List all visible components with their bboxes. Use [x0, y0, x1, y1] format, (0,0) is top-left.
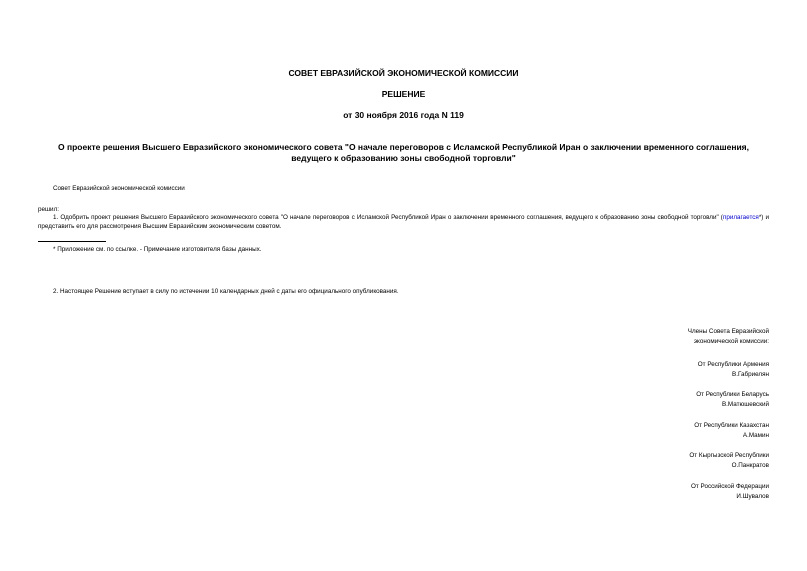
subject-line-2: ведущего к образованию зоны свободной торговли" — [291, 153, 516, 163]
appendix-link[interactable]: прилагается — [722, 214, 759, 221]
item1-text-after: *) и представить его для рассмотрения Высшим Евразийским экономическим советом. — [38, 214, 769, 230]
item1-text-before: 1. Одобрить проект решения Высшего Евразийского экономического совета "О начале переговоров с Исламской Республикой Иран о заключении временного соглашения, ведущего к образованию зоны свободной торговли" ( — [53, 214, 723, 221]
signatures-header — [529, 327, 769, 346]
decided-label: решил: — [38, 206, 59, 213]
subject-line-1: О проекте решения Высшего Евразийского экономического совета "О начале переговоров с Исламской Республикой Иран о заключении временного соглашения, — [57, 142, 749, 152]
signature-country: От Республики Беларусь — [696, 391, 769, 398]
footnote-divider — [38, 241, 106, 242]
signature-block-kyrgyzstan — [529, 451, 769, 470]
signature-name: В.Матюшевский — [721, 400, 769, 408]
signature-block-belarus — [529, 390, 769, 409]
signature-country: От Кыргызской Республики — [689, 452, 769, 459]
council-name: Совет Евразийской экономической комиссии — [53, 185, 185, 192]
signature-country: От Республики Армения — [697, 361, 769, 368]
signatures-header-line-1: Члены Совета Евразийской — [687, 328, 769, 335]
document-date-number: от 30 ноября 2016 года N 119 — [343, 110, 464, 120]
footnote: * Приложение см. по ссылке. - Примечание изготовителя базы данных. — [53, 246, 262, 253]
signatures-header-line-2: экономической комиссии: — [693, 337, 769, 345]
signature-block-russia — [529, 482, 769, 501]
document-type-heading: РЕШЕНИЕ — [381, 89, 426, 99]
decision-item-1 — [38, 213, 769, 231]
decision-item-2: 2. Настоящее Решение вступает в силу по истечении 10 календарных дней с даты его официального опубликования. — [53, 288, 399, 295]
signature-block-armenia — [529, 360, 769, 379]
signature-name: А.Мамин — [742, 431, 769, 439]
signature-name: И.Шувалов — [736, 492, 769, 500]
signature-name: О.Панкратов — [731, 461, 769, 469]
signature-name: В.Габриелян — [732, 370, 769, 378]
organization-heading: СОВЕТ ЕВРАЗИЙСКОЙ ЭКОНОМИЧЕСКОЙ КОМИССИИ — [288, 68, 519, 78]
signature-block-kazakhstan — [529, 421, 769, 440]
signature-country: От Российской Федерации — [690, 483, 769, 490]
document-subject — [30, 142, 777, 164]
signature-country: От Республики Казахстан — [694, 422, 769, 429]
